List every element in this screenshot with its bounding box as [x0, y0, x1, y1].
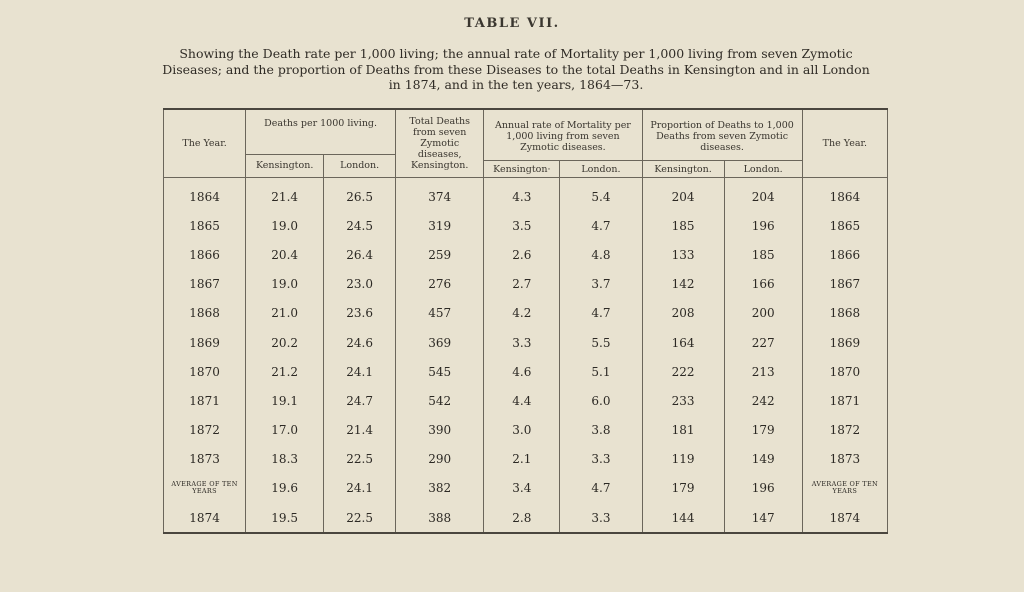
annual-london-header: London.: [560, 161, 642, 178]
proportion-kensington-cell: 208: [642, 299, 724, 328]
table-row: [164, 357, 888, 386]
year-cell: 1867: [164, 270, 246, 299]
deaths-london-cell: 26.5: [324, 178, 396, 212]
annual-london-cell: 3.7: [560, 270, 642, 299]
year-right-cell: 1864: [802, 178, 887, 212]
year-right-cell: 1871: [802, 386, 887, 415]
deaths-london-cell: 24.5: [324, 211, 396, 240]
proportion-kensington-cell: 204: [642, 178, 724, 212]
total-zymotic-cell: 390: [396, 416, 484, 445]
deaths-kensington-cell: 19.5: [246, 503, 324, 533]
proportion-kensington-cell: 119: [642, 445, 724, 474]
deaths-london-cell: 23.0: [324, 270, 396, 299]
year-right-cell: 1873: [802, 445, 887, 474]
year-right-cell: 1870: [802, 357, 887, 386]
total-zymotic-cell: 382: [396, 474, 484, 503]
proportion-london-cell: 196: [724, 474, 802, 503]
deaths-london-cell: 21.4: [324, 416, 396, 445]
deaths-kensington-cell: 19.6: [246, 474, 324, 503]
table-title: TABLE VII.: [464, 16, 560, 31]
annual-kensington-cell: 2.1: [484, 445, 560, 474]
deaths-kensington-cell: 19.0: [246, 270, 324, 299]
annual-london-cell: 5.1: [560, 357, 642, 386]
proportion-kensington-cell: 179: [642, 474, 724, 503]
table-row: [164, 328, 888, 357]
average-label-right-cell: AVERAGE OF TEN YEARS: [802, 474, 887, 503]
proportion-kensington-cell: 181: [642, 416, 724, 445]
deaths-kensington-cell: 20.4: [246, 240, 324, 269]
table-row: [164, 386, 888, 415]
annual-london-cell: 4.7: [560, 211, 642, 240]
deaths-london-cell: 22.5: [324, 445, 396, 474]
table-row: [164, 503, 888, 533]
mortality-table: [163, 108, 888, 534]
year-cell: 1872: [164, 416, 246, 445]
annual-london-cell: 5.5: [560, 328, 642, 357]
proportion-kensington-cell: 185: [642, 211, 724, 240]
proportion-kensington-header: Kensington.: [642, 161, 724, 178]
annual-kensington-cell: 4.2: [484, 299, 560, 328]
deaths-london-cell: 24.6: [324, 328, 396, 357]
proportion-london-cell: 200: [724, 299, 802, 328]
total-zymotic-cell: 542: [396, 386, 484, 415]
deaths-kensington-cell: 21.0: [246, 299, 324, 328]
proportion-kensington-cell: 222: [642, 357, 724, 386]
total-deaths-zymotic-header: Total Deaths from seven Zymotic diseases, Kensington.: [396, 109, 484, 178]
annual-kensington-cell: 3.3: [484, 328, 560, 357]
table-row: [164, 416, 888, 445]
annual-london-cell: 3.8: [560, 416, 642, 445]
deaths-kensington-cell: 20.2: [246, 328, 324, 357]
year-right-cell: 1874: [802, 503, 887, 533]
average-label-cell: AVERAGE OF TEN YEARS: [164, 474, 246, 503]
year-right-cell: 1869: [802, 328, 887, 357]
table-row: [164, 211, 888, 240]
proportion-london-cell: 185: [724, 240, 802, 269]
total-zymotic-cell: 388: [396, 503, 484, 533]
deaths-kensington-cell: 21.2: [246, 357, 324, 386]
proportion-kensington-cell: 144: [642, 503, 724, 533]
year-right-cell: 1868: [802, 299, 887, 328]
proportion-london-cell: 242: [724, 386, 802, 415]
deaths-kensington-cell: 21.4: [246, 178, 324, 212]
year-right-header: The Year.: [802, 109, 887, 178]
annual-rate-header: Annual rate of Mortality per 1,000 living from seven Zymotic diseases.: [484, 109, 642, 154]
total-zymotic-cell: 374: [396, 178, 484, 212]
year-right-cell: 1872: [802, 416, 887, 445]
table-row: [164, 240, 888, 269]
deaths-london-cell: 24.1: [324, 474, 396, 503]
deaths-london-cell: 24.7: [324, 386, 396, 415]
year-cell: 1865: [164, 211, 246, 240]
year-cell: 1869: [164, 328, 246, 357]
deaths-kensington-cell: 18.3: [246, 445, 324, 474]
annual-london-cell: 6.0: [560, 386, 642, 415]
total-zymotic-cell: 319: [396, 211, 484, 240]
deaths-london-header: London.: [324, 154, 396, 178]
proportion-london-header: London.: [724, 161, 802, 178]
year-cell: 1874: [164, 503, 246, 533]
annual-london-cell: 4.7: [560, 299, 642, 328]
deaths-london-cell: 23.6: [324, 299, 396, 328]
year-right-cell: 1867: [802, 270, 887, 299]
proportion-london-cell: 213: [724, 357, 802, 386]
deaths-london-cell: 22.5: [324, 503, 396, 533]
year-cell: 1866: [164, 240, 246, 269]
annual-london-cell: 3.3: [560, 445, 642, 474]
year-header: The Year.: [164, 109, 246, 178]
proportion-london-cell: 196: [724, 211, 802, 240]
deaths-london-cell: 26.4: [324, 240, 396, 269]
proportion-london-cell: 204: [724, 178, 802, 212]
annual-kensington-cell: 2.8: [484, 503, 560, 533]
annual-kensington-cell: 3.5: [484, 211, 560, 240]
annual-kensington-header: Kensington·: [484, 161, 560, 178]
annual-london-cell: 4.7: [560, 474, 642, 503]
table-caption: Showing the Death rate per 1,000 living; the annual rate of Mortality per 1,000 living from seven Zymotic Diseases; and the proportion of Deaths from these Diseases to the total Deaths in Kensington and in all London in 1874, and in the ten years, 1864—73.: [162, 46, 870, 92]
deaths-london-cell: 24.1: [324, 357, 396, 386]
proportion-london-cell: 166: [724, 270, 802, 299]
proportion-kensington-cell: 233: [642, 386, 724, 415]
annual-kensington-cell: 4.3: [484, 178, 560, 212]
proportion-london-cell: 227: [724, 328, 802, 357]
annual-london-cell: 5.4: [560, 178, 642, 212]
annual-kensington-cell: 2.7: [484, 270, 560, 299]
total-zymotic-cell: 545: [396, 357, 484, 386]
total-zymotic-cell: 290: [396, 445, 484, 474]
table-row: [164, 299, 888, 328]
proportion-header: Proportion of Deaths to 1,000 Deaths from seven Zymotic diseases.: [642, 109, 802, 154]
total-zymotic-cell: 276: [396, 270, 484, 299]
proportion-kensington-cell: 164: [642, 328, 724, 357]
year-cell: 1868: [164, 299, 246, 328]
deaths-kensington-cell: 19.1: [246, 386, 324, 415]
year-cell: 1864: [164, 178, 246, 212]
year-cell: 1871: [164, 386, 246, 415]
year-right-cell: 1865: [802, 211, 887, 240]
table-row: [164, 445, 888, 474]
year-cell: 1873: [164, 445, 246, 474]
deaths-kensington-cell: 17.0: [246, 416, 324, 445]
proportion-kensington-cell: 133: [642, 240, 724, 269]
annual-kensington-cell: 2.6: [484, 240, 560, 269]
proportion-london-cell: 149: [724, 445, 802, 474]
total-zymotic-cell: 259: [396, 240, 484, 269]
annual-london-cell: 3.3: [560, 503, 642, 533]
deaths-per-1000-header: Deaths per 1000 living.: [246, 109, 396, 154]
proportion-london-cell: 179: [724, 416, 802, 445]
table-row: [164, 270, 888, 299]
table-row-average: [164, 474, 888, 503]
total-zymotic-cell: 369: [396, 328, 484, 357]
proportion-london-cell: 147: [724, 503, 802, 533]
annual-london-cell: 4.8: [560, 240, 642, 269]
annual-kensington-cell: 3.0: [484, 416, 560, 445]
year-right-cell: 1866: [802, 240, 887, 269]
annual-kensington-cell: 4.6: [484, 357, 560, 386]
proportion-kensington-cell: 142: [642, 270, 724, 299]
annual-kensington-cell: 4.4: [484, 386, 560, 415]
total-zymotic-cell: 457: [396, 299, 484, 328]
table-row: [164, 178, 888, 212]
year-cell: 1870: [164, 357, 246, 386]
annual-kensington-cell: 3.4: [484, 474, 560, 503]
deaths-kensington-header: Kensington.: [246, 154, 324, 178]
deaths-kensington-cell: 19.0: [246, 211, 324, 240]
